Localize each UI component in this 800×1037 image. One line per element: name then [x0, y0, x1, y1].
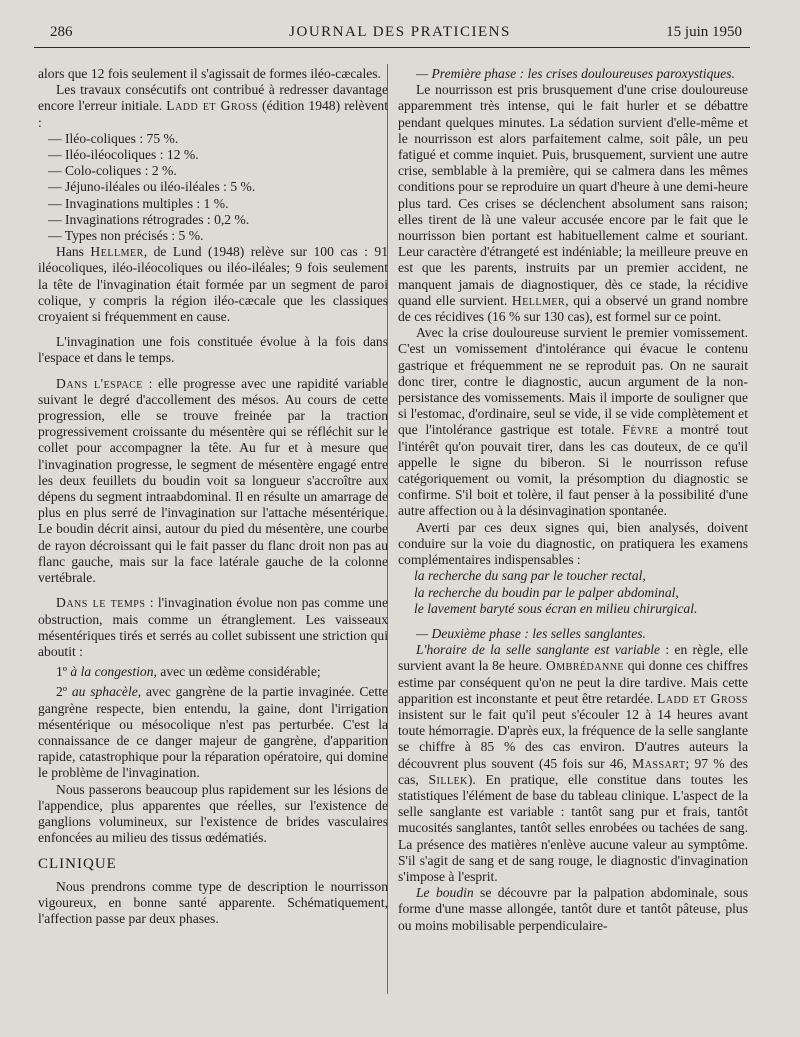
paragraph: [398, 642, 748, 885]
subsection-heading: — Deuxième phase : les selles sanglantes.: [416, 625, 646, 641]
author-name: Ombrédanne: [545, 658, 625, 674]
text: , de Lund (1948) relève sur 100 cas : 91 iléocoliques, iléo-iléocoliques ou iléo-iléales; 9 fois seulement la tête de l'invagination était formée par un segment de paroi colique, y compris la région iléo-cæcale que les classiques croyaient si fréquemment en cause.: [38, 244, 388, 325]
text: Le nourrisson est pris brusquement d'une crise douloureuse apparemment très intense, qui le fait hurler et se débattre pendant quelques minutes. La sédation survient d'elle-même et le nourrisson est alors parfaitement calme, soit pâle, un peu fatigué et comme inquiet. Puis, brusquement, survient une autre crise, semblable à la première, qui se calmera dans les mêmes conditions pour se reproduire un quart d'heure à une demi-heure plus tard. Ces crises se déclenchent absolument sans raison; elles tirent de là une valeur accusée encore par le fait que le nourrisson bien portant est habituellement calme et souriant. Leur caractère d'étrangeté est indéniable; la meilleure preuve en est que les parents, instruits par un premier accident, ne manquent jamais de diagnostiquer, dès ce stade, la récidive quand elle survient.: [398, 82, 748, 308]
text: avec un œdème considérable;: [156, 664, 321, 680]
text: Les travaux consécutifs ont contribué à redresser davantage encore l'erreur initiale.: [38, 82, 388, 114]
journal-title: JOURNAL DES PRATICIENS: [289, 24, 511, 40]
paragraph: [398, 82, 748, 325]
list-item: la recherche du sang par le toucher rectal,: [414, 568, 646, 584]
text: ; 97 % des cas,: [398, 755, 748, 787]
text: , qui a observé un grand nombre de ces récidives (16 % sur 130 cas), est formel sur ce point.: [398, 292, 748, 325]
list-number: 1º: [56, 664, 68, 680]
list-item: la recherche du boudin par le palper abdominal,: [414, 584, 679, 600]
list-item: — Jéjuno-iléales ou iléo-iléales : 5 %.: [48, 179, 256, 195]
paragraph: L'invagination une fois constituée évolue à la fois dans l'espace et dans le temps.: [38, 334, 388, 366]
text: : en règle, elle survient avant la 8e heure.: [398, 642, 749, 674]
paragraph: alors que 12 fois seulement il s'agissait de formes iléo-cæcales.: [38, 66, 381, 81]
emphasis: L'horaire de la selle sanglante est variable: [416, 642, 661, 658]
paragraph: [38, 244, 388, 325]
statistics-list: [38, 131, 388, 244]
text: qui donne ces chiffres estime par conséquent qu'on ne peut la dire tardive. Mais cette apparition est inconstante et peut être retardée.: [398, 658, 748, 706]
paragraph: [38, 664, 388, 680]
author-name: Hellmer: [511, 292, 566, 308]
paragraph: [398, 885, 748, 934]
list-item: — Invaginations multiples : 1 %.: [48, 195, 229, 211]
text: (édition 1948) relèvent :: [38, 98, 388, 130]
paragraph: Averti par ces deux signes qui, bien analysés, doivent conduire sur la voie du diagnostic, on pratiquera les examens complémentaires indispensables :: [398, 519, 748, 568]
paragraph: Nous passerons beaucoup plus rapidement sur les lésions de l'appendice, plus apparentes que réelles, sur l'existence de ganglions volumineux, sur l'existence de brides vasculaires enfoncées au milieu des tissus œdématiés.: [38, 781, 388, 846]
text: Avec la crise douloureuse survient le premier vomissement. C'est un vomissement d'intolérance qui évacue le contenu gastrique et fréquemment ne se reproduit pas. On ne saurait donc tirer, contre le diagnostic, aucun argument de la non-persistance des vomissements. Mais il importe de souligner que si l'estomac, d'ordinaire, seul se vide, il se vide complètement et que l'intolérance gastrique est totale.: [398, 325, 748, 438]
paragraph-heading: Dans le temps: [56, 595, 146, 611]
paragraph: [38, 684, 388, 781]
left-column: [38, 66, 388, 927]
list-item: le lavement baryté sous écran en milieu chirurgical.: [414, 600, 698, 616]
text: se découvre par la palpation abdominale, sous forme d'une masse allongée, tantôt dure et tantôt pâteuse, plus ou moins mobilisable perpendiculaire-: [398, 885, 748, 933]
author-name: Massart: [632, 755, 686, 771]
page-number: 286: [50, 24, 73, 40]
paragraph: [38, 595, 388, 660]
list-number: 2º: [56, 684, 68, 700]
text: a montré tout l'intérêt qu'on pouvait tirer, dans les cas douteux, de ce qu'il appelle le signe du biberon. Si le nourrisson refuse catégoriquement ou vomit, la présomption du diagnostic se confirme. S'il boit et tolère, il faut penser à la possibilité d'une autre affection ou à la désinvagination spontanée.: [398, 422, 748, 519]
author-name: Sillek: [428, 771, 468, 787]
paragraph-heading: Dans l'espace: [56, 375, 143, 391]
issue-date: 15 juin 1950: [666, 24, 742, 40]
text: Hans: [56, 244, 84, 260]
list-item: — Invaginations rétrogrades : 0,2 %.: [48, 211, 250, 227]
author-name: Hellmer: [90, 244, 144, 260]
page-header: [0, 0, 800, 46]
author-name: Ladd et Gross: [657, 690, 748, 706]
text: ). En pratique, elle constitue dans toutes les statistiques l'élément de base du tableau clinique. L'aspect de la selle sanglante est variable : tantôt sang pur et frais, tantôt mucosités sanglantes, tantôt selles enrobées ou tachées de sang. La présence des matières n'enlève aucune valeur au symptôme. S'il s'agit de sang et de sang rouge, le diagnostic d'invagination s'impose à l'esprit.: [398, 771, 748, 884]
text: insistent sur le fait qu'il peut s'écouler 12 à 14 heures avant toute hémorragie. D'après eux, la fréquence de la selle sanglante se chiffre à 85 % des cas environ. D'autres auteurs la découvrent plus souvent (45 fois sur 46,: [398, 706, 748, 771]
emphasis: au sphacèle,: [71, 684, 142, 700]
emphasis: Le boudin: [416, 885, 474, 901]
section-heading: CLINIQUE: [38, 856, 117, 873]
list-item: — Iléo-coliques : 75 %.: [48, 130, 179, 146]
list-item: — Colo-coliques : 2 %.: [48, 163, 177, 179]
paragraph: [398, 325, 748, 519]
author-name: Ladd et Gross: [166, 98, 258, 114]
subsection-heading: — Première phase : les crises douloureuses paroxystiques.: [416, 66, 735, 81]
paragraph: [38, 82, 388, 131]
list-item: — Iléo-iléocoliques : 12 %.: [48, 147, 199, 163]
exam-list: [398, 568, 748, 617]
text: avec gangrène de la partie invaginée. Cette gangrène respecte, bien entendu, la gaine, dont l'irrigation mésentérique ou mésocolique n'est pas perturbée. C'est la connaissance de ce danger majeur de gangrène, d'apparition rapide, catastrophique pour la réparation opératoire, qui domine le problème de l'invagination.: [38, 684, 389, 781]
list-item: — Types non précisés : 5 %.: [48, 228, 204, 244]
author-name: Fèvre: [622, 422, 659, 438]
paragraph: [38, 376, 388, 587]
header-rule: [34, 47, 750, 48]
text: : l'invagination évolue non pas comme une obstruction, mais comme un étranglement. Les vaisseaux mésentériques tirés et serrés au collet subissent une striction qui aboutit :: [38, 595, 388, 659]
right-column: [398, 66, 748, 934]
emphasis: à la congestion,: [70, 664, 157, 680]
text: : elle progresse avec une rapidité variable suivant le degré d'accollement des mésos. Au cours de cette progression, elle se trouve freinée par la traction progressivement croissante du mésentère qui se réfléchit sur le collet pour accompagner la tête. Au fur et à mesure que l'invagination progresse, le segment de mésentère engagé entre les deux feuillets du boudin voit sa longueur s'accroître aux dépens du segment intraabdominal. Il en résulte un amarrage de plus en plus serré de l'invagination sur l'attache mésentérique. Le boudin décrit ainsi, autour du pied du mésentère, une courbe de rayon décroissant qui le fait passer du flanc droit non pas au flanc gauche, mais sur la face latérale gauche de la colonne vertébrale.: [38, 375, 388, 586]
paragraph: Nous prendrons comme type de description le nourrisson vigoureux, en bonne santé apparente. Schématiquement, l'affection passe par deux phases.: [38, 878, 388, 926]
